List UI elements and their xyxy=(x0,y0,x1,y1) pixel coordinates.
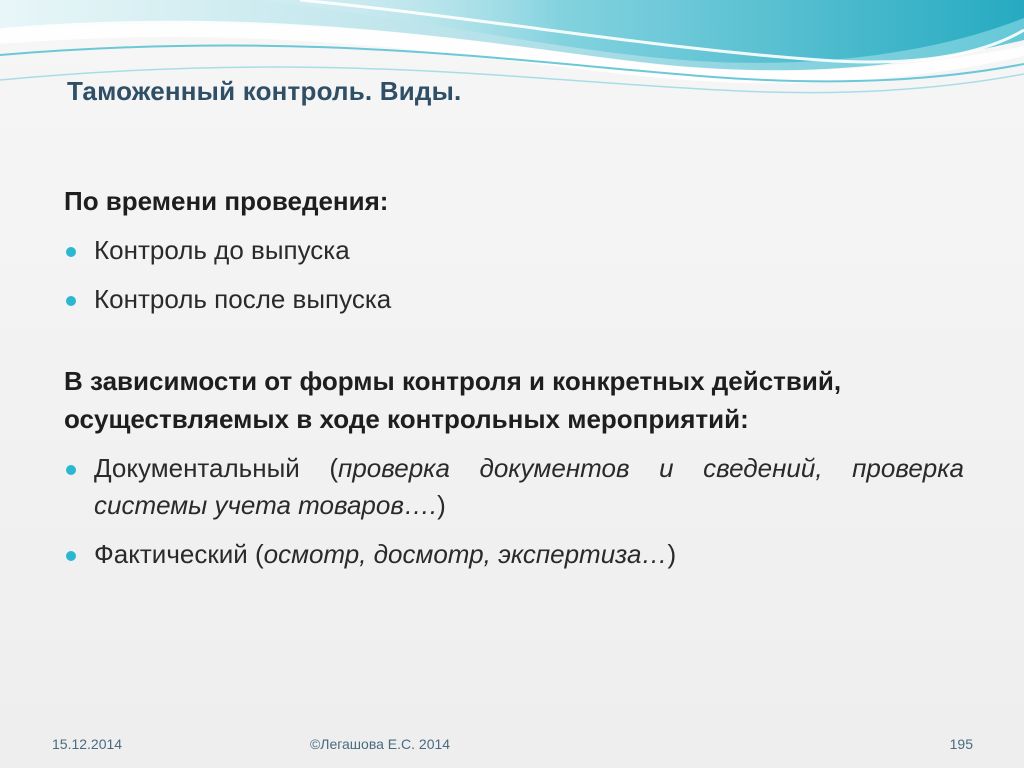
footer-author: ©Легашова Е.С. 2014 xyxy=(309,736,451,752)
bullet-dot-icon xyxy=(66,247,76,257)
list-item: Документальный (проверка документов и сведений, проверка системы учета товаров….) xyxy=(64,450,964,524)
list-item: Контроль после выпуска xyxy=(64,281,964,318)
section2-heading: В зависимости от формы контроля и конкретных действий, осуществляемых в ходе контрольных мероприятий: xyxy=(64,366,842,434)
section1-heading: По времени проведения: xyxy=(64,186,389,216)
bullet-dot-icon xyxy=(66,551,76,561)
bullet-dot-icon xyxy=(66,296,76,306)
bullet-dot-icon xyxy=(66,465,76,475)
list-item: Фактический (осмотр, досмотр, экспертиза…) xyxy=(64,536,964,573)
slide-title: Таможенный контроль. Виды. xyxy=(67,76,462,106)
footer-date: 15.12.2014 xyxy=(52,736,123,752)
slide-content xyxy=(64,182,964,573)
list-item: Контроль до выпуска xyxy=(64,232,964,269)
footer-page-number: 195 xyxy=(949,736,973,752)
